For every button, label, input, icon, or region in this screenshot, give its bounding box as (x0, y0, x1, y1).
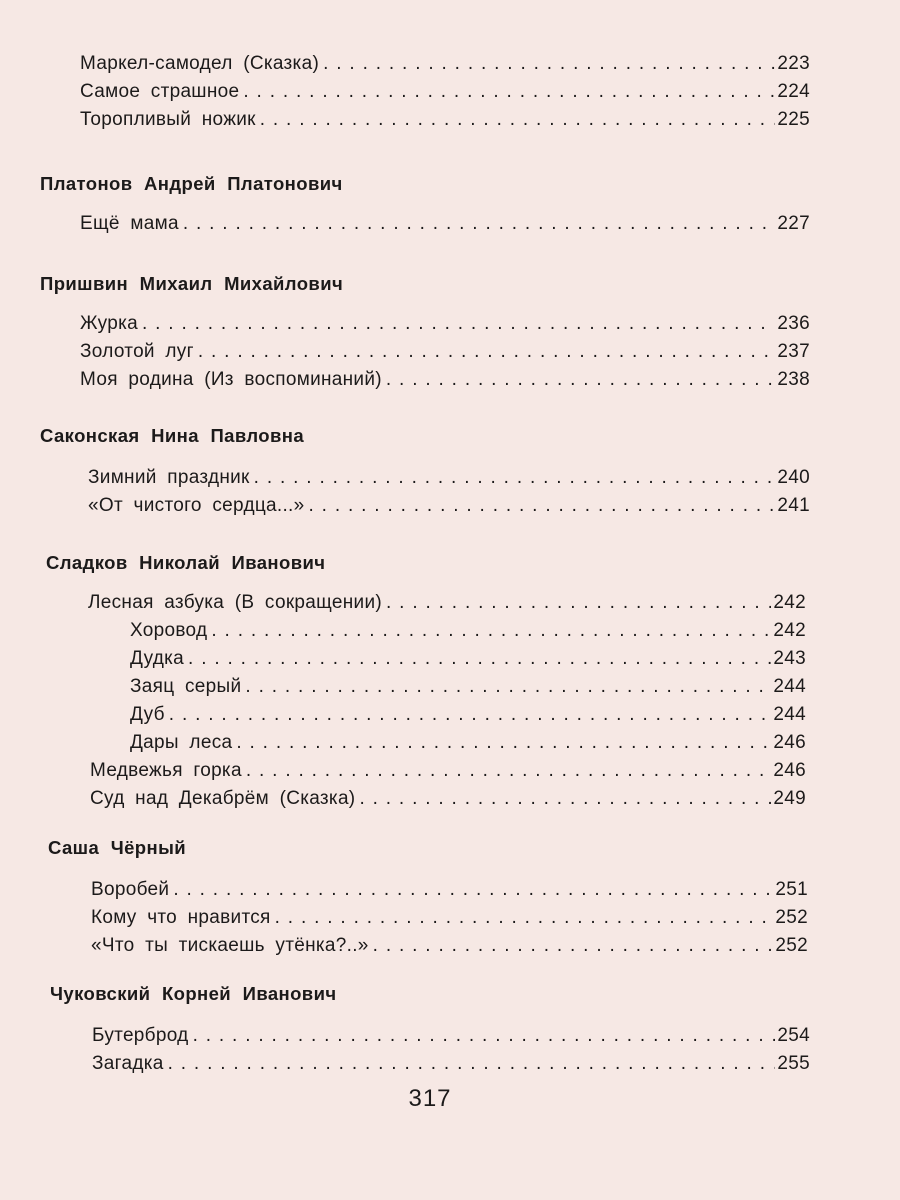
entry-list (40, 50, 810, 134)
author-heading: Чуковский Корней Иванович (50, 983, 337, 1004)
dot-leader (359, 785, 771, 813)
entry-page: 255 (777, 1053, 810, 1074)
toc-entry[interactable] (40, 50, 810, 78)
toc-section-sasha-chyorny (48, 834, 808, 960)
dot-leader (323, 50, 775, 78)
entry-title: Воробей (91, 879, 170, 900)
entry-title: Загадка (92, 1053, 164, 1074)
entry-list (50, 1022, 810, 1078)
toc-section-sladkov (46, 549, 806, 813)
dot-leader (236, 729, 771, 757)
toc-section-platonov (40, 170, 810, 238)
entry-title: Золотой луг (80, 341, 194, 362)
toc-section-sakonskaya (40, 422, 810, 520)
entry-page: 224 (777, 81, 810, 102)
entry-page: 225 (777, 109, 810, 130)
author-heading: Саконская Нина Павловна (40, 425, 305, 446)
toc-entry[interactable] (50, 1022, 810, 1050)
dot-leader (373, 932, 774, 960)
dot-leader (142, 310, 775, 338)
entry-title: Дары леса (130, 732, 233, 753)
entry-title: Ещё мама (80, 213, 179, 234)
entry-title: Бутерброд (92, 1025, 189, 1046)
author-heading: Платонов Андрей Платонович (40, 173, 343, 194)
entry-title: «Что ты тискаешь утёнка?..» (91, 935, 369, 956)
toc-entry[interactable] (48, 932, 808, 960)
entry-page: 242 (773, 592, 806, 613)
entry-page: 246 (773, 760, 806, 781)
entry-page: 236 (777, 313, 810, 334)
toc-entry[interactable] (46, 589, 806, 617)
entry-list (40, 464, 810, 520)
toc-entry[interactable] (40, 464, 810, 492)
entry-page: 237 (777, 341, 810, 362)
dot-leader (211, 617, 771, 645)
entry-page: 243 (773, 648, 806, 669)
toc-entry[interactable] (40, 310, 810, 338)
entry-page: 238 (777, 369, 810, 390)
dot-leader (173, 876, 773, 904)
dot-leader (243, 78, 775, 106)
entry-title: Моя родина (Из воспоминаний) (80, 369, 382, 390)
author-heading: Саша Чёрный (48, 837, 187, 858)
entry-page: 252 (775, 935, 808, 956)
toc-entry[interactable] (40, 106, 810, 134)
entry-title: Лесная азбука (В сокращении) (88, 592, 382, 613)
dot-leader (386, 589, 771, 617)
dot-leader (245, 673, 771, 701)
entry-list (46, 589, 806, 813)
dot-leader (275, 904, 774, 932)
entry-page: 241 (777, 495, 810, 516)
entry-page: 252 (775, 907, 808, 928)
toc-section-chukovsky (50, 980, 810, 1078)
entry-title: Дудка (130, 648, 185, 669)
entry-page: 242 (773, 620, 806, 641)
dot-leader (183, 210, 776, 238)
toc-entry[interactable] (40, 210, 810, 238)
dot-leader (188, 645, 771, 673)
entry-page: 244 (773, 704, 806, 725)
dot-leader (246, 757, 772, 785)
entry-list (40, 310, 810, 394)
toc-subentry[interactable] (46, 673, 806, 701)
toc-entry[interactable] (46, 785, 806, 813)
entry-list (40, 210, 810, 238)
toc-entry[interactable] (40, 78, 810, 106)
dot-leader (198, 338, 776, 366)
entry-page: 246 (773, 732, 806, 753)
dot-leader (309, 492, 776, 520)
toc-entry[interactable] (40, 338, 810, 366)
toc-subentry[interactable] (46, 645, 806, 673)
entry-page: 254 (777, 1025, 810, 1046)
entry-title: Хоровод (130, 620, 208, 641)
entry-page: 244 (773, 676, 806, 697)
entry-page: 223 (777, 53, 810, 74)
entry-title: Медвежья горка (90, 760, 242, 781)
toc-subentry[interactable] (46, 617, 806, 645)
entry-page: 249 (773, 788, 806, 809)
dot-leader (260, 106, 776, 134)
toc-subentry[interactable] (46, 701, 806, 729)
entry-page: 251 (775, 879, 808, 900)
entry-page: 240 (777, 467, 810, 488)
toc-entry[interactable] (40, 492, 810, 520)
entry-title: Маркел-самодел (Сказка) (80, 53, 320, 74)
entry-list (48, 876, 808, 960)
entry-title: Дуб (130, 704, 165, 725)
toc-entry[interactable] (48, 876, 808, 904)
author-heading: Пришвин Михаил Михайлович (40, 273, 344, 294)
dot-leader (254, 464, 776, 492)
toc-entry[interactable] (50, 1050, 810, 1078)
toc-section-prishvin (40, 270, 810, 394)
entry-title: Зимний праздник (88, 467, 250, 488)
dot-leader (169, 701, 772, 729)
toc-entry[interactable] (48, 904, 808, 932)
dot-leader (168, 1050, 776, 1078)
toc-entry[interactable] (40, 366, 810, 394)
toc-subentry[interactable] (46, 729, 806, 757)
entry-title: Суд над Декабрём (Сказка) (90, 788, 356, 809)
page-number: 317 (408, 1085, 452, 1112)
entry-page: 227 (777, 213, 810, 234)
entry-title: Самое страшное (80, 81, 240, 102)
toc-section-continuation (40, 50, 810, 134)
entry-title: Заяц серый (130, 676, 242, 697)
dot-leader (386, 366, 776, 394)
entry-title: «От чистого сердца...» (88, 495, 305, 516)
author-heading: Сладков Николай Иванович (46, 552, 326, 573)
entry-title: Кому что нравится (91, 907, 271, 928)
dot-leader (193, 1022, 776, 1050)
toc-entry[interactable] (46, 757, 806, 785)
entry-title: Журка (80, 313, 138, 334)
entry-title: Торопливый ножик (80, 109, 256, 130)
